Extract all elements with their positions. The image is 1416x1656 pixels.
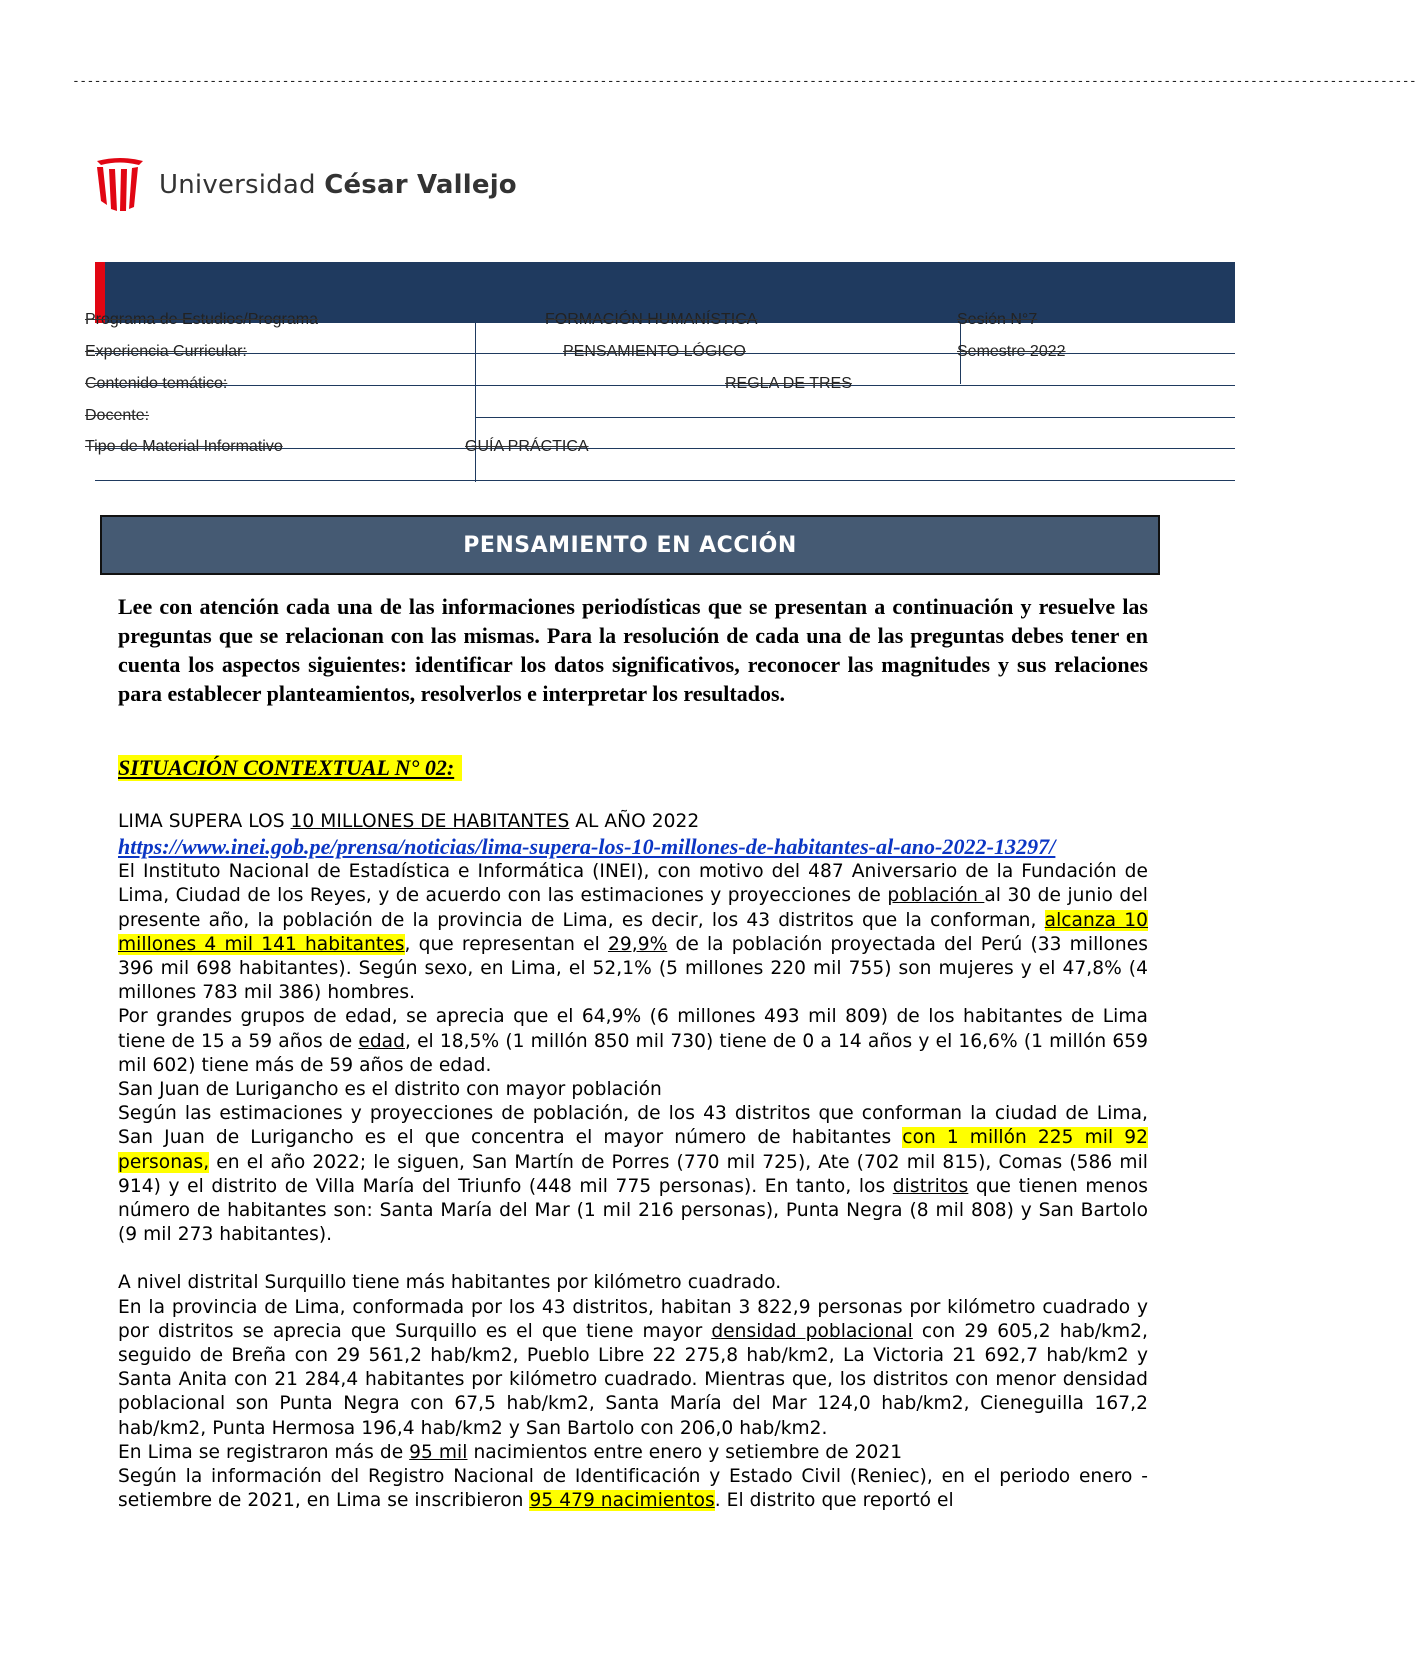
underlined-text: densidad poblacional: [711, 1320, 913, 1342]
logo-bold-text: César Vallejo: [324, 170, 517, 200]
highlighted-text: con 1 millón 225 mil 92 personas,: [118, 1127, 1148, 1173]
programa-label: Programa de Estudios/Programa: [85, 311, 318, 328]
text: nacimientos entre enero y setiembre de 2021: [467, 1441, 903, 1463]
table-line: [95, 385, 1235, 386]
contenido-value: REGLA DE TRES: [725, 375, 852, 392]
text: en el año 2022; le siguen, San Martín de Porres (770 mil 725), Ate (702 mil 815), Comas (586 mil 914) y el distrito de Villa María del Triunfo (448 mil 775 personas). En tanto, los: [118, 1151, 1148, 1197]
experiencia-value: PENSAMIENTO LÓGICO: [563, 343, 746, 360]
table-line: [95, 480, 1235, 481]
source-link[interactable]: https://www.inei.gob.pe/prensa/noticias/lima-supera-los-10-millones-de-habitantes-al-ano-2022-13297/: [118, 834, 1056, 860]
text: , que representan el: [404, 933, 608, 955]
intro-paragraph: Lee con atención cada una de las informaciones periodísticas que se presentan a continuación y resuelve las preguntas que se relacionan con las mismas. Para la resolución de cada una de las preguntas debes tener en cuenta los aspectos siguientes: identificar los datos significativos, reconocer las magnitudes y sus relaciones para establecer planteamientos, resolverlos e interpretar los resultados.: [118, 594, 1148, 706]
sesion-label: Sesión N°7: [957, 311, 1038, 328]
underlined-text: edad: [358, 1030, 405, 1052]
section-title-box: [100, 515, 1160, 575]
ucv-shield-icon: [95, 157, 145, 213]
text: Según la información del Registro Nacional de Identificación y Estado Civil (Reniec), en el periodo enero - setiembre de 2021, en Lima se inscribieron: [118, 1466, 1148, 1512]
section-title: PENSAMIENTO EN ACCIÓN: [463, 532, 797, 558]
headline-underlined: 10 MILLONES DE HABITANTES: [290, 811, 570, 832]
text: , el 18,5% (1 millón 850 mil 730) tiene de 0 a 14 años y el 16,6% (1 millón 659 mil 602) tiene más de 59 años de edad.: [118, 1030, 1148, 1076]
tipo-material-label: Tipo de Material Informativo: [85, 438, 283, 455]
text: con 29 605,2 hab/km2, seguido de Breña con 29 561,2 hab/km2, Pueblo Libre 22 275,8 hab/km2, La Victoria 21 692,7 hab/km2 y Santa Anita con 21 284,4 habitantes por kilómetro cuadrado. Mientras que, los distritos con menor densidad poblacional son Punta Negra con 67,5 hab/km2, Santa María del Mar 124,0 hab/km2, Cieneguilla 167,2 hab/km2, Punta Hermosa 196,4 hab/km2 y San Bartolo con 206,0 hab/km2.: [118, 1320, 1148, 1439]
headline-text: LIMA SUPERA LOS: [118, 811, 291, 832]
situacion-heading: SITUACIÓN CONTEXTUAL N° 02:: [118, 755, 462, 781]
logo-regular-text: Universidad: [159, 170, 325, 200]
article-subheading: A nivel distrital Surquillo tiene más habitantes por kilómetro cuadrado.: [118, 1272, 782, 1294]
table-line: [475, 417, 1235, 418]
highlighted-text: 95 479 nacimientos: [529, 1490, 715, 1512]
highlighted-text: alcanza 10 millones 4 mil 141 habitantes: [118, 909, 1148, 955]
table-line: [475, 322, 476, 482]
article-paragraph: [118, 1296, 1148, 1441]
paragraph-gap: [118, 1247, 1148, 1271]
text: En Lima se registraron más de: [118, 1441, 410, 1463]
contenido-label: Contenido temático:: [85, 375, 228, 392]
underlined-text: 95 mil: [409, 1441, 468, 1463]
text: Según las estimaciones y proyecciones de población, de los 43 distritos que conforman la ciudad de Lima, San Juan de Lurigancho es el que concentra el mayor número de habitantes: [118, 1103, 1148, 1149]
tipo-material-value: GUÍA PRÁCTICA: [465, 438, 589, 455]
university-logo: [95, 155, 517, 215]
text: Por grandes grupos de edad, se aprecia que el 64,9% (6 millones 493 mil 809) de los habitantes de Lima tiene de 15 a 59 años de: [118, 1006, 1148, 1052]
article-paragraph: [118, 1102, 1148, 1247]
article-subheading: San Juan de Lurigancho es el distrito con mayor población: [118, 1079, 662, 1101]
news-article: [118, 810, 1148, 1513]
article-paragraph: [118, 1005, 1148, 1078]
text: En la provincia de Lima, conformada por los 43 distritos, habitan 3 822,9 personas por kilómetro cuadrado y por distritos se aprecia que Surquillo es el que tiene mayor: [118, 1296, 1148, 1342]
article-subheading: [118, 1441, 1148, 1465]
dashed-separator: ------------------------------------------------------------------------------------------------------------------------------------------------------------------------------------------: [72, 74, 1416, 89]
underlined-text: distritos: [892, 1175, 969, 1197]
semestre-label: Semestre 2022: [957, 343, 1066, 360]
underlined-text: población: [887, 885, 985, 907]
headline-text: AL AÑO 2022: [569, 811, 700, 832]
article-paragraph: [118, 1465, 1148, 1513]
text: El Instituto Nacional de Estadística e Informática (INEI), con motivo del 487 Aniversario de la Fundación de Lima, Ciudad de los Reyes, y de acuerdo con las estimaciones y proyecciones de: [118, 861, 1148, 907]
text: que tienen menos número de habitantes son: Santa María del Mar (1 mil 216 personas), Punta Negra (8 mil 808) y San Bartolo (9 mil 273 habitantes).: [118, 1175, 1148, 1246]
text: al 30 de junio del presente año, la población de la provincia de Lima, es decir, los 43 distritos que la conforman,: [118, 885, 1148, 931]
article-headline: [118, 810, 1148, 834]
text: . El distrito que reportó el: [714, 1490, 954, 1512]
underlined-text: 29,9%: [608, 933, 668, 955]
course-info-table: [85, 311, 1235, 482]
text: de la población proyectada del Perú (33 millones 396 mil 698 habitantes). Según sexo, en Lima, el 52,1% (5 millones 220 mil 755) son mujeres y el 47,8% (4 millones 783 mil 386) hombres.: [118, 933, 1148, 1004]
docente-label: Docente:: [85, 407, 150, 424]
experiencia-label: Experiencia Curricular:: [85, 343, 247, 360]
university-name: [159, 170, 517, 200]
article-paragraph: [118, 860, 1148, 1005]
programa-value: FORMACIÓN HUMANÍSTICA: [545, 311, 758, 328]
